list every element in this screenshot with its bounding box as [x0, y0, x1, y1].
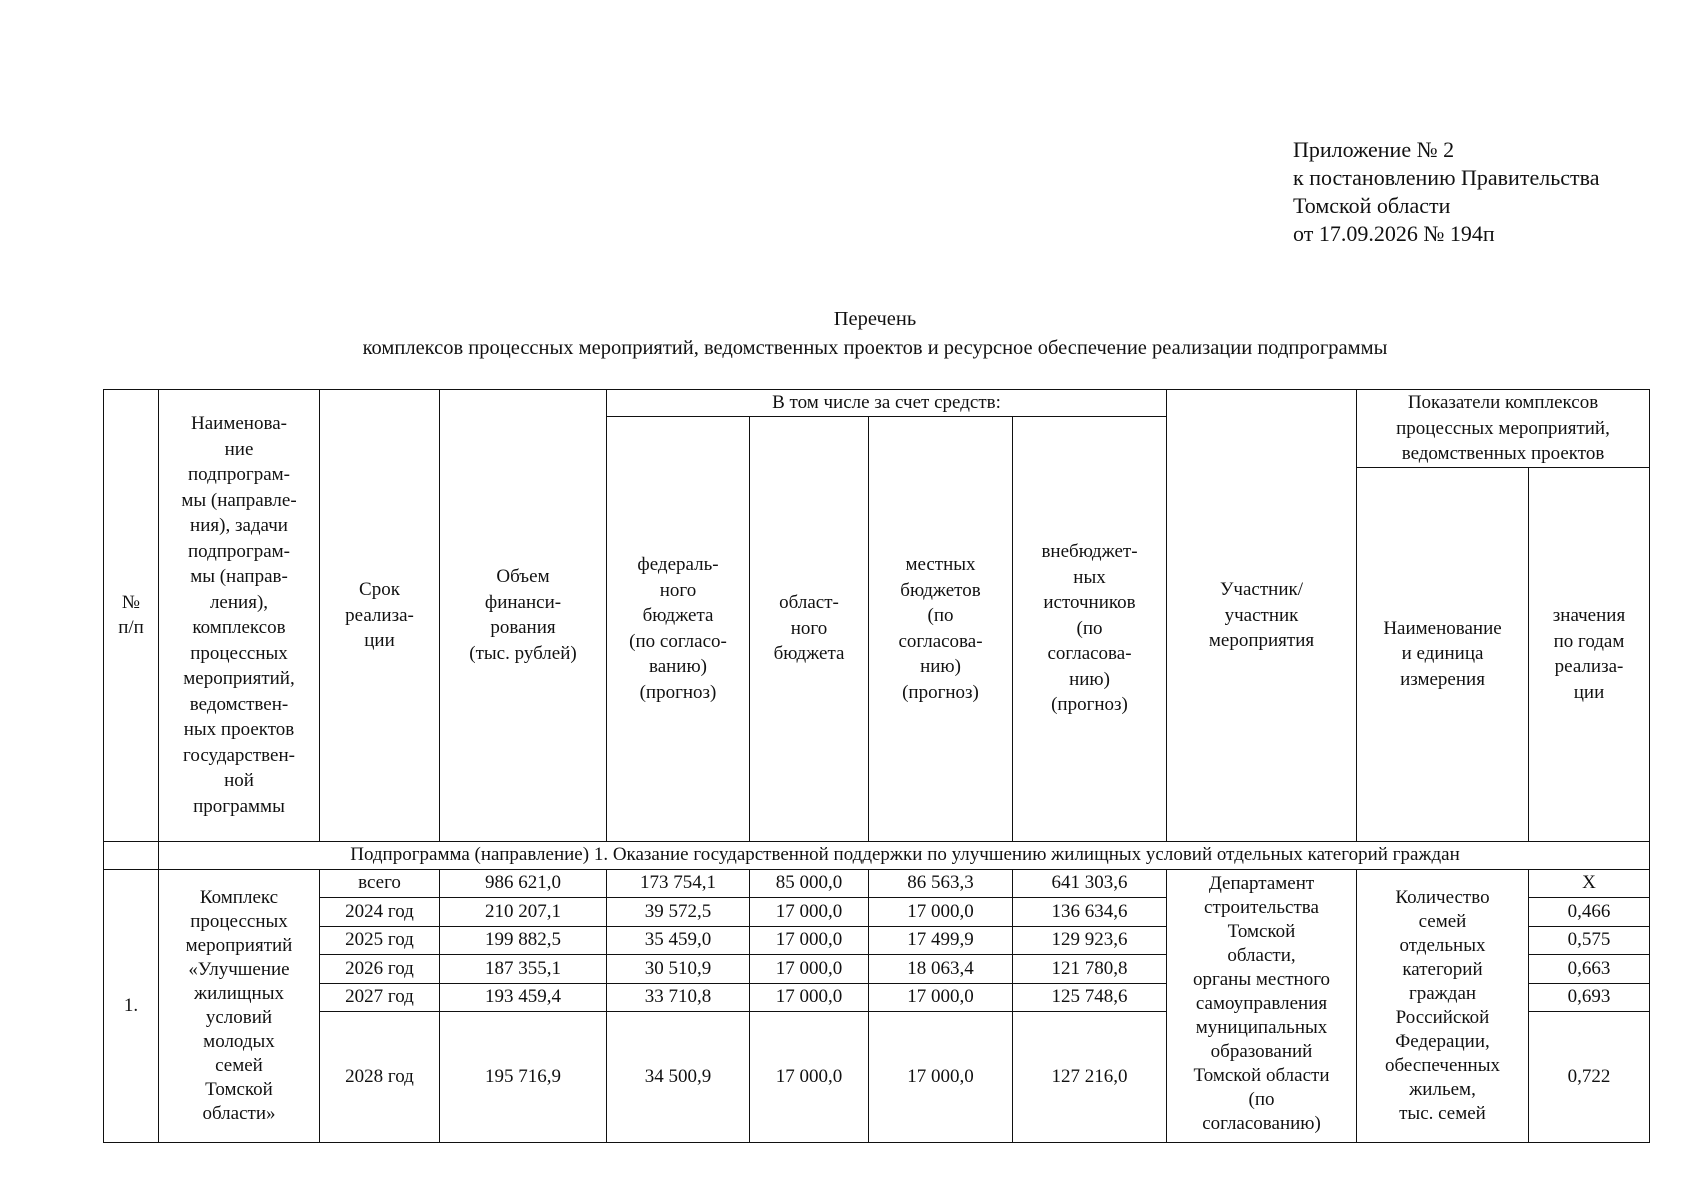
row-regional: 17 000,0: [750, 1012, 869, 1143]
table-row: [104, 869, 1650, 898]
cell-line: Российской: [1395, 1006, 1490, 1028]
cell-line: ных: [1073, 566, 1106, 588]
header-sources-group: В том числе за счет средств:: [607, 390, 1167, 417]
header-name: [159, 390, 320, 842]
row-local: 17 000,0: [869, 898, 1013, 927]
title-line: Перечень: [833, 308, 917, 330]
header-federal: [607, 416, 750, 841]
header-participant: [1167, 390, 1357, 842]
cell-line: ния), задачи: [190, 515, 288, 537]
row-value: 0,663: [1529, 955, 1650, 984]
appendix-line: от 17.09.2026 № 194п: [1293, 221, 1495, 246]
cell-line: (по: [1076, 617, 1103, 639]
cell-line: граждан: [1408, 982, 1477, 1004]
row-term: 2027 год: [320, 983, 440, 1012]
cell-line: семей: [215, 1054, 263, 1076]
cell-line: бюджета: [642, 605, 714, 626]
row-local: 17 499,9: [869, 926, 1013, 955]
row-regional: 17 000,0: [750, 955, 869, 984]
cell-line: мы (направ-: [190, 566, 288, 588]
cell-line: программы: [193, 795, 285, 817]
cell-line: Комплекс: [199, 886, 279, 908]
cell-line: ных проектов: [183, 719, 295, 741]
cell-line: №: [121, 591, 141, 613]
cell-line: молодых: [203, 1030, 275, 1052]
header-num: [104, 390, 159, 842]
header-term: [320, 390, 440, 842]
cell-line: тыс. семей: [1399, 1102, 1486, 1124]
row-value: 0,575: [1529, 926, 1650, 955]
header-local: [869, 416, 1013, 841]
header-indicator-name: [1357, 467, 1529, 841]
row-local: 86 563,3: [869, 869, 1013, 898]
cell-line: согласова-: [898, 630, 983, 652]
cell-line: участник: [1224, 604, 1299, 626]
cell-line: Департамент: [1208, 872, 1315, 894]
cell-line: «Улучшение: [188, 958, 290, 980]
cell-line: ного: [659, 579, 697, 601]
row-term: 2026 год: [320, 955, 440, 984]
cell-line: ние: [224, 438, 254, 460]
cell-line: Показатели комплексов: [1407, 392, 1599, 413]
item-name: [159, 869, 320, 1143]
cell-line: мы (направле-: [181, 489, 297, 511]
row-value: 0,693: [1529, 983, 1650, 1012]
cell-line: подпрограм-: [187, 540, 291, 562]
row-federal: 35 459,0: [607, 926, 750, 955]
cell-line: Томской области: [1193, 1064, 1330, 1086]
cell-line: ного: [790, 617, 828, 639]
cell-line: жилищных: [193, 982, 284, 1004]
cell-line: процессных мероприятий,: [1396, 417, 1610, 439]
cell-line: Томской: [1227, 920, 1296, 942]
appendix-line: к постановлению Правительства: [1293, 165, 1600, 190]
cell-line: семей: [1418, 910, 1467, 932]
cell-line: мероприятий: [185, 934, 293, 956]
cell-line: (по: [1248, 1088, 1275, 1110]
cell-line: реализа-: [1554, 656, 1624, 677]
cell-line: источников: [1043, 592, 1136, 614]
cell-line: процессных: [190, 910, 288, 932]
cell-line: бюджета: [773, 643, 845, 665]
row-local: 17 000,0: [869, 1012, 1013, 1143]
cell-line: Томской: [205, 1078, 273, 1100]
cell-line: ции: [364, 630, 395, 651]
cell-line: значения: [1552, 605, 1626, 626]
cell-line: области,: [1227, 944, 1296, 966]
cell-line: ванию): [648, 656, 707, 677]
cell-line: муниципальных: [1195, 1016, 1328, 1038]
cell-line: Срок: [359, 579, 400, 600]
cell-line: ведомственных проектов: [1401, 443, 1605, 464]
row-extra: 136 634,6: [1013, 898, 1167, 927]
row-regional: 17 000,0: [750, 926, 869, 955]
item-indicator-name: [1357, 869, 1529, 1143]
row-regional: 85 000,0: [750, 869, 869, 898]
cell-line: внебюджет-: [1041, 541, 1138, 563]
row-extra: 127 216,0: [1013, 1012, 1167, 1143]
row-federal: 34 500,9: [607, 1012, 750, 1143]
row-term: 2028 год: [320, 1012, 440, 1143]
cell-line: строительства: [1204, 896, 1319, 918]
cell-line: област-: [779, 592, 839, 614]
cell-line: условий: [205, 1006, 273, 1028]
header-indicators-group: [1357, 390, 1650, 468]
item-number: 1.: [104, 869, 159, 1143]
cell-line: нию): [1069, 668, 1110, 690]
cell-line: ции: [1573, 681, 1605, 703]
cell-line: комплексов: [192, 617, 286, 639]
cell-line: и единица: [1401, 643, 1484, 665]
row-federal: 39 572,5: [607, 898, 750, 927]
cell-line: финанси-: [484, 591, 562, 613]
item-participant: [1167, 869, 1357, 1143]
cell-line: Федерации,: [1395, 1030, 1490, 1052]
row-volume: 195 716,9: [440, 1012, 607, 1143]
cell-line: федераль-: [637, 554, 719, 575]
cell-line: согласованию): [1202, 1112, 1321, 1134]
row-volume: 199 882,5: [440, 926, 607, 955]
subprogram-num-cell: [104, 841, 159, 869]
row-extra: 129 923,6: [1013, 926, 1167, 955]
row-volume: 986 621,0: [440, 869, 607, 898]
row-value: 0,466: [1529, 898, 1650, 927]
row-volume: 187 355,1: [440, 955, 607, 984]
header-indicator-values: [1529, 467, 1650, 841]
cell-line: бюджетов: [900, 579, 981, 601]
title-line: комплексов процессных мероприятий, ведомственных проектов и ресурсное обеспечение реализации подпрограммы: [362, 337, 1388, 359]
cell-line: реализа-: [345, 604, 414, 626]
row-volume: 210 207,1: [440, 898, 607, 927]
cell-line: категорий: [1402, 958, 1483, 980]
row-federal: 173 754,1: [607, 869, 750, 898]
row-regional: 17 000,0: [750, 898, 869, 927]
row-extra: 125 748,6: [1013, 983, 1167, 1012]
subprogram-row: Подпрограмма (направление) 1. Оказание государственной поддержки по улучшению жилищных условий отдельных категорий граждан: [159, 841, 1650, 869]
appendix-block: [1293, 136, 1599, 248]
cell-line: государствен-: [183, 744, 295, 766]
cell-line: по годам: [1553, 630, 1625, 652]
cell-line: подпрограм-: [187, 464, 291, 486]
cell-line: обеспеченных: [1385, 1054, 1500, 1076]
cell-line: мероприятия: [1208, 630, 1315, 651]
cell-line: процессных: [190, 642, 288, 664]
row-term: всего: [320, 869, 440, 898]
cell-line: (тыс. рублей): [469, 642, 577, 664]
row-volume: 193 459,4: [440, 983, 607, 1012]
cell-line: рования: [490, 617, 556, 639]
appendix-line: Приложение № 2: [1293, 137, 1455, 162]
row-federal: 30 510,9: [607, 955, 750, 984]
cell-line: согласова-: [1047, 643, 1132, 665]
row-extra: 121 780,8: [1013, 955, 1167, 984]
cell-line: самоуправления: [1195, 992, 1328, 1014]
cell-line: (по: [927, 605, 954, 626]
row-value: 0,722: [1529, 1012, 1650, 1143]
row-local: 17 000,0: [869, 983, 1013, 1012]
cell-line: Наименование: [1383, 617, 1502, 639]
cell-line: (прогноз): [1051, 694, 1128, 716]
row-term: 2025 год: [320, 926, 440, 955]
row-regional: 17 000,0: [750, 983, 869, 1012]
cell-line: измерения: [1400, 668, 1485, 690]
cell-line: жильем,: [1409, 1078, 1476, 1100]
row-extra: 641 303,6: [1013, 869, 1167, 898]
program-table: [103, 389, 1650, 1143]
row-term: 2024 год: [320, 898, 440, 927]
cell-line: отдельных: [1399, 934, 1486, 956]
cell-line: (по согласо-: [629, 630, 727, 652]
header-extrabudget: [1013, 416, 1167, 841]
cell-line: Объем: [496, 566, 550, 588]
cell-line: (прогноз): [639, 681, 717, 703]
cell-line: образований: [1210, 1040, 1313, 1062]
cell-line: области»: [202, 1102, 276, 1124]
header-regional: [750, 416, 869, 841]
row-value: X: [1529, 869, 1650, 898]
cell-line: п/п: [118, 617, 144, 639]
cell-line: ной: [224, 770, 254, 792]
header-volume: [440, 390, 607, 842]
cell-line: Участник/: [1219, 579, 1304, 600]
cell-line: ления),: [209, 591, 269, 613]
cell-line: Наименова-: [191, 413, 287, 435]
cell-line: Количество: [1395, 886, 1490, 908]
cell-line: местных: [905, 554, 976, 575]
cell-line: мероприятий,: [183, 668, 295, 690]
cell-line: (прогноз): [902, 681, 979, 703]
cell-line: нию): [920, 656, 961, 677]
cell-line: органы местного: [1192, 968, 1331, 990]
cell-line: ведомствен-: [189, 693, 289, 715]
document-title: [0, 305, 1697, 363]
row-federal: 33 710,8: [607, 983, 750, 1012]
row-local: 18 063,4: [869, 955, 1013, 984]
appendix-line: Томской области: [1293, 193, 1451, 218]
